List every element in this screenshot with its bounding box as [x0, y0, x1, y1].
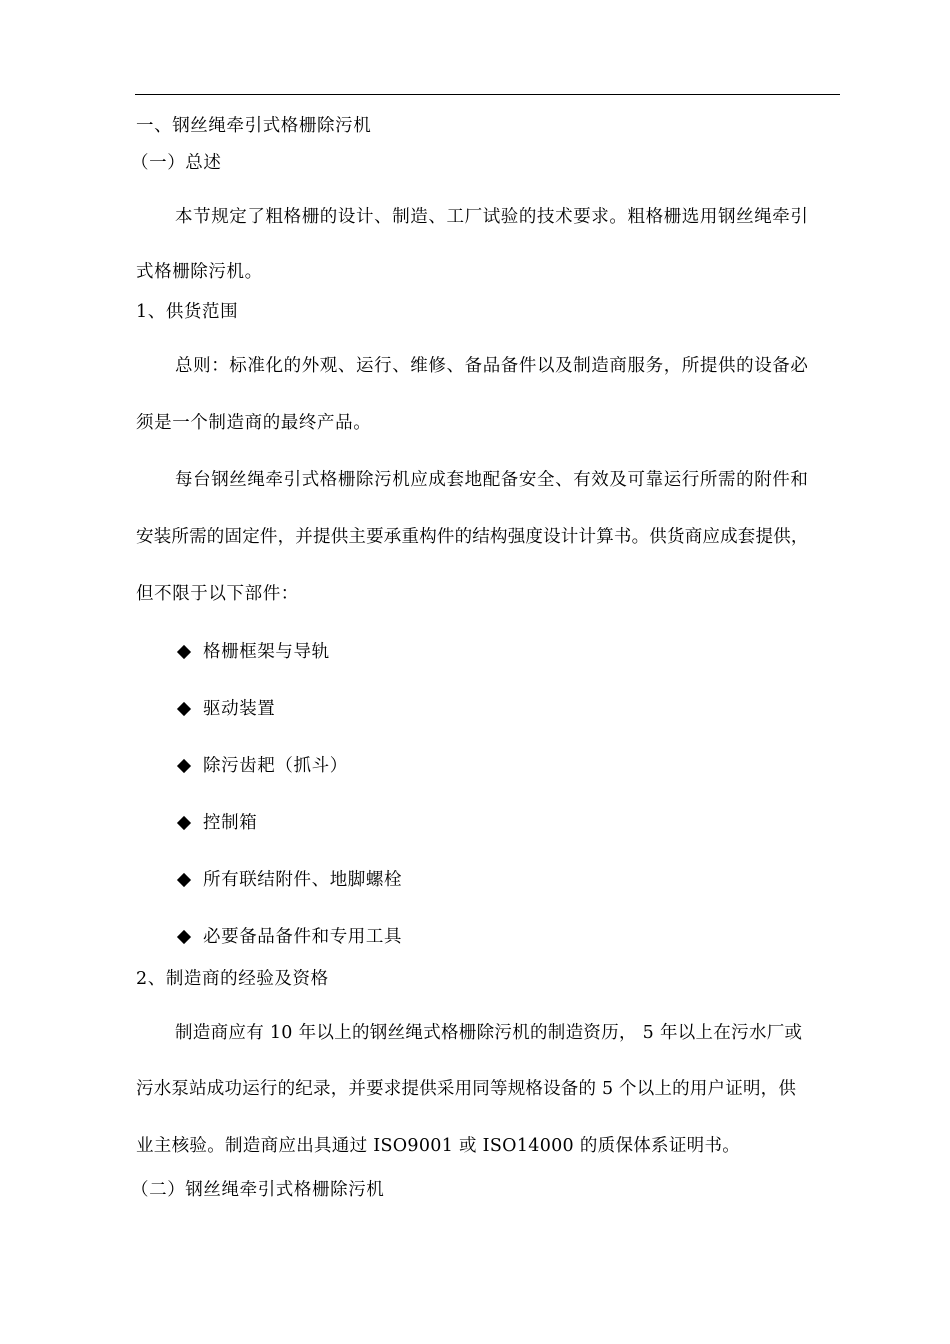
header-rule [135, 94, 840, 95]
experience-paragraph-line-3: 业主核验。制造商应出具通过 ISO9001 或 ISO14000 的质保体系证明书。 [136, 1136, 741, 1156]
list-item-label: 控制箱 [203, 813, 258, 833]
diamond-bullet-icon [177, 929, 191, 943]
list-item-label: 驱动装置 [203, 699, 276, 719]
list-item [176, 755, 348, 777]
diamond-bullet-icon [177, 815, 191, 829]
list-item-label: 格栅框架与导轨 [203, 642, 330, 662]
diamond-bullet-icon [177, 644, 191, 658]
item-title-manufacturer-qualification: 2、制造商的经验及资格 [136, 969, 329, 989]
subsection-title-machine: （二）钢丝绳牵引式格栅除污机 [131, 1180, 385, 1200]
list-item-label: 除污齿耙（抓斗） [203, 756, 348, 776]
list-item [176, 926, 402, 948]
experience-paragraph-line-1: 制造商应有 10 年以上的钢丝绳式格栅除污机的制造资历， 5 年以上在污水厂或 [175, 1023, 803, 1043]
item-title-supply-scope: 1、供货范围 [136, 302, 239, 322]
list-item-label: 所有联结附件、地脚螺栓 [203, 870, 403, 890]
diamond-bullet-icon [177, 701, 191, 715]
list-item [176, 698, 275, 720]
list-item [176, 812, 257, 834]
diamond-bullet-icon [177, 758, 191, 772]
general-paragraph-line-1: 总则：标准化的外观、运行、维修、备品备件以及制造商服务，所提供的设备必 [175, 356, 809, 376]
each-unit-paragraph-line-1: 每台钢丝绳牵引式格栅除污机应成套地配备安全、有效及可靠运行所需的附件和 [175, 470, 809, 490]
general-paragraph-line-2: 须是一个制造商的最终产品。 [136, 413, 372, 433]
overview-paragraph-line-1: 本节规定了粗格栅的设计、制造、工厂试验的技术要求。粗格栅选用钢丝绳牵引 [175, 207, 809, 227]
list-item [176, 641, 330, 663]
overview-paragraph-line-2: 式格栅除污机。 [136, 262, 263, 282]
section-title: 一、钢丝绳牵引式格栅除污机 [136, 116, 372, 136]
each-unit-paragraph-line-2: 安装所需的固定件，并提供主要承重构件的结构强度设计计算书。供货商应成套提供， [136, 527, 809, 547]
list-item [176, 869, 402, 891]
list-item-label: 必要备品备件和专用工具 [203, 927, 403, 947]
each-unit-paragraph-line-3: 但不限于以下部件： [136, 584, 299, 604]
subsection-title-overview: （一）总述 [131, 153, 222, 173]
experience-paragraph-line-2: 污水泵站成功运行的纪录，并要求提供采用同等规格设备的 5 个以上的用户证明，供 [136, 1079, 797, 1099]
diamond-bullet-icon [177, 872, 191, 886]
